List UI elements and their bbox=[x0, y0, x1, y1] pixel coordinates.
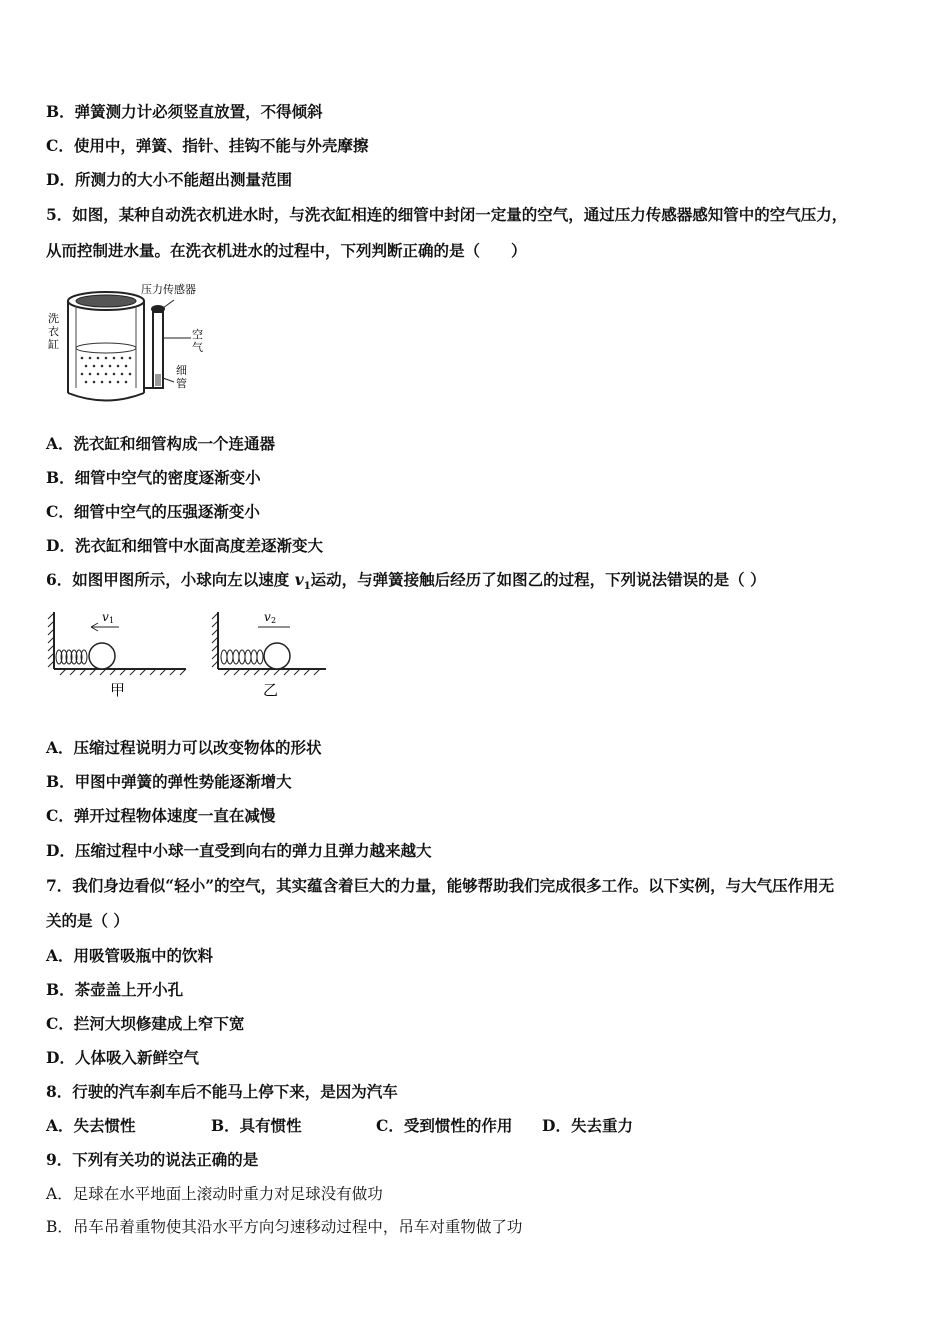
q8-stem: 8．行驶的汽车刹车后不能马上停下来，是因为汽车 bbox=[46, 1082, 398, 1101]
tub-label-2: 衣 bbox=[48, 325, 59, 338]
label-yi: 乙 bbox=[263, 681, 279, 699]
q8-option-b: B．具有惯性 bbox=[211, 1116, 302, 1135]
v1-label: v bbox=[102, 610, 109, 624]
washing-machine-figure bbox=[46, 278, 226, 413]
q6-option-a: A．压缩过程说明力可以改变物体的形状 bbox=[46, 738, 322, 757]
figure-yi bbox=[212, 610, 326, 699]
q5-stem-line2: 从而控制进水量。在洗衣机进水的过程中，下列判断正确的是（ ） bbox=[46, 241, 527, 260]
q8-option-c: C．受到惯性的作用 bbox=[376, 1116, 513, 1135]
q8-options bbox=[46, 1116, 633, 1136]
q5-option-c: C．细管中空气的压强逐渐变小 bbox=[46, 502, 260, 521]
sensor-label: 压力传感器 bbox=[141, 283, 196, 296]
v2-subscript: 2 bbox=[271, 616, 277, 625]
q7-option-c: C．拦河大坝修建成上窄下宽 bbox=[46, 1014, 245, 1033]
q4-option-b: B．弹簧测力计必须竖直放置，不得倾斜 bbox=[46, 102, 323, 121]
q6-stem: 6．如图甲图所示，小球向左以速度 $v_1$运动，与弹簧接触后经历了如图乙的过程，下列说法错误的是（ ） bbox=[46, 570, 766, 593]
q5-option-a: A．洗衣缸和细管构成一个连通器 bbox=[46, 434, 276, 453]
q7-option-a: A．用吸管吸瓶中的饮料 bbox=[46, 946, 214, 965]
q6-option-c: C．弹开过程物体速度一直在减慢 bbox=[46, 806, 276, 825]
q5-option-b: B．细管中空气的密度逐渐变小 bbox=[46, 468, 261, 487]
air-label-2: 气 bbox=[192, 341, 203, 354]
air-label-1: 空 bbox=[192, 328, 203, 341]
q7-stem-line2: 关的是（ ） bbox=[46, 911, 129, 930]
q5-option-d: D．洗衣缸和细管中水面高度差逐渐变大 bbox=[46, 536, 323, 555]
q9-option-b: B．吊车吊着重物使其沿水平方向匀速移动过程中，吊车对重物做了功 bbox=[46, 1218, 523, 1236]
q8-option-d: D．失去重力 bbox=[542, 1116, 633, 1135]
q7-stem-line1: 7．我们身边看似“轻小”的空气，其实蕴含着巨大的力量，能够帮助我们完成很多工作。以下实例，与大气压作用无 bbox=[46, 876, 835, 895]
q9-stem: 9．下列有关功的说法正确的是 bbox=[46, 1150, 259, 1169]
tub-label-3: 缸 bbox=[48, 338, 59, 351]
tub-label-1: 洗 bbox=[48, 312, 59, 325]
q8-option-a: A．失去惯性 bbox=[46, 1116, 136, 1135]
v1-subscript: 1 bbox=[109, 616, 115, 625]
tube-label-1: 细 bbox=[176, 364, 187, 377]
q7-option-d: D．人体吸入新鲜空气 bbox=[46, 1048, 199, 1067]
label-jia: 甲 bbox=[110, 681, 126, 699]
q5-stem-line1: 5．如图，某种自动洗衣机进水时，与洗衣缸相连的细管中封闭一定量的空气，通过压力传感器感知管中的空气压力， bbox=[46, 205, 848, 224]
q4-option-c: C．使用中，弹簧、指针、挂钩不能与外壳摩擦 bbox=[46, 136, 369, 155]
q4-option-d: D．所测力的大小不能超出测量范围 bbox=[46, 170, 292, 189]
q9-option-a: A．足球在水平地面上滚动时重力对足球没有做功 bbox=[46, 1185, 383, 1203]
v2-label: v bbox=[264, 610, 271, 624]
tube-label-2: 管 bbox=[176, 377, 187, 390]
spring-ball-figure bbox=[46, 607, 336, 702]
q6-option-d: D．压缩过程中小球一直受到向右的弹力且弹力越来越大 bbox=[46, 841, 432, 860]
q6-option-b: B．甲图中弹簧的弹性势能逐渐增大 bbox=[46, 772, 292, 791]
figure-jia bbox=[48, 610, 186, 699]
q7-option-b: B．茶壶盖上开小孔 bbox=[46, 980, 184, 999]
